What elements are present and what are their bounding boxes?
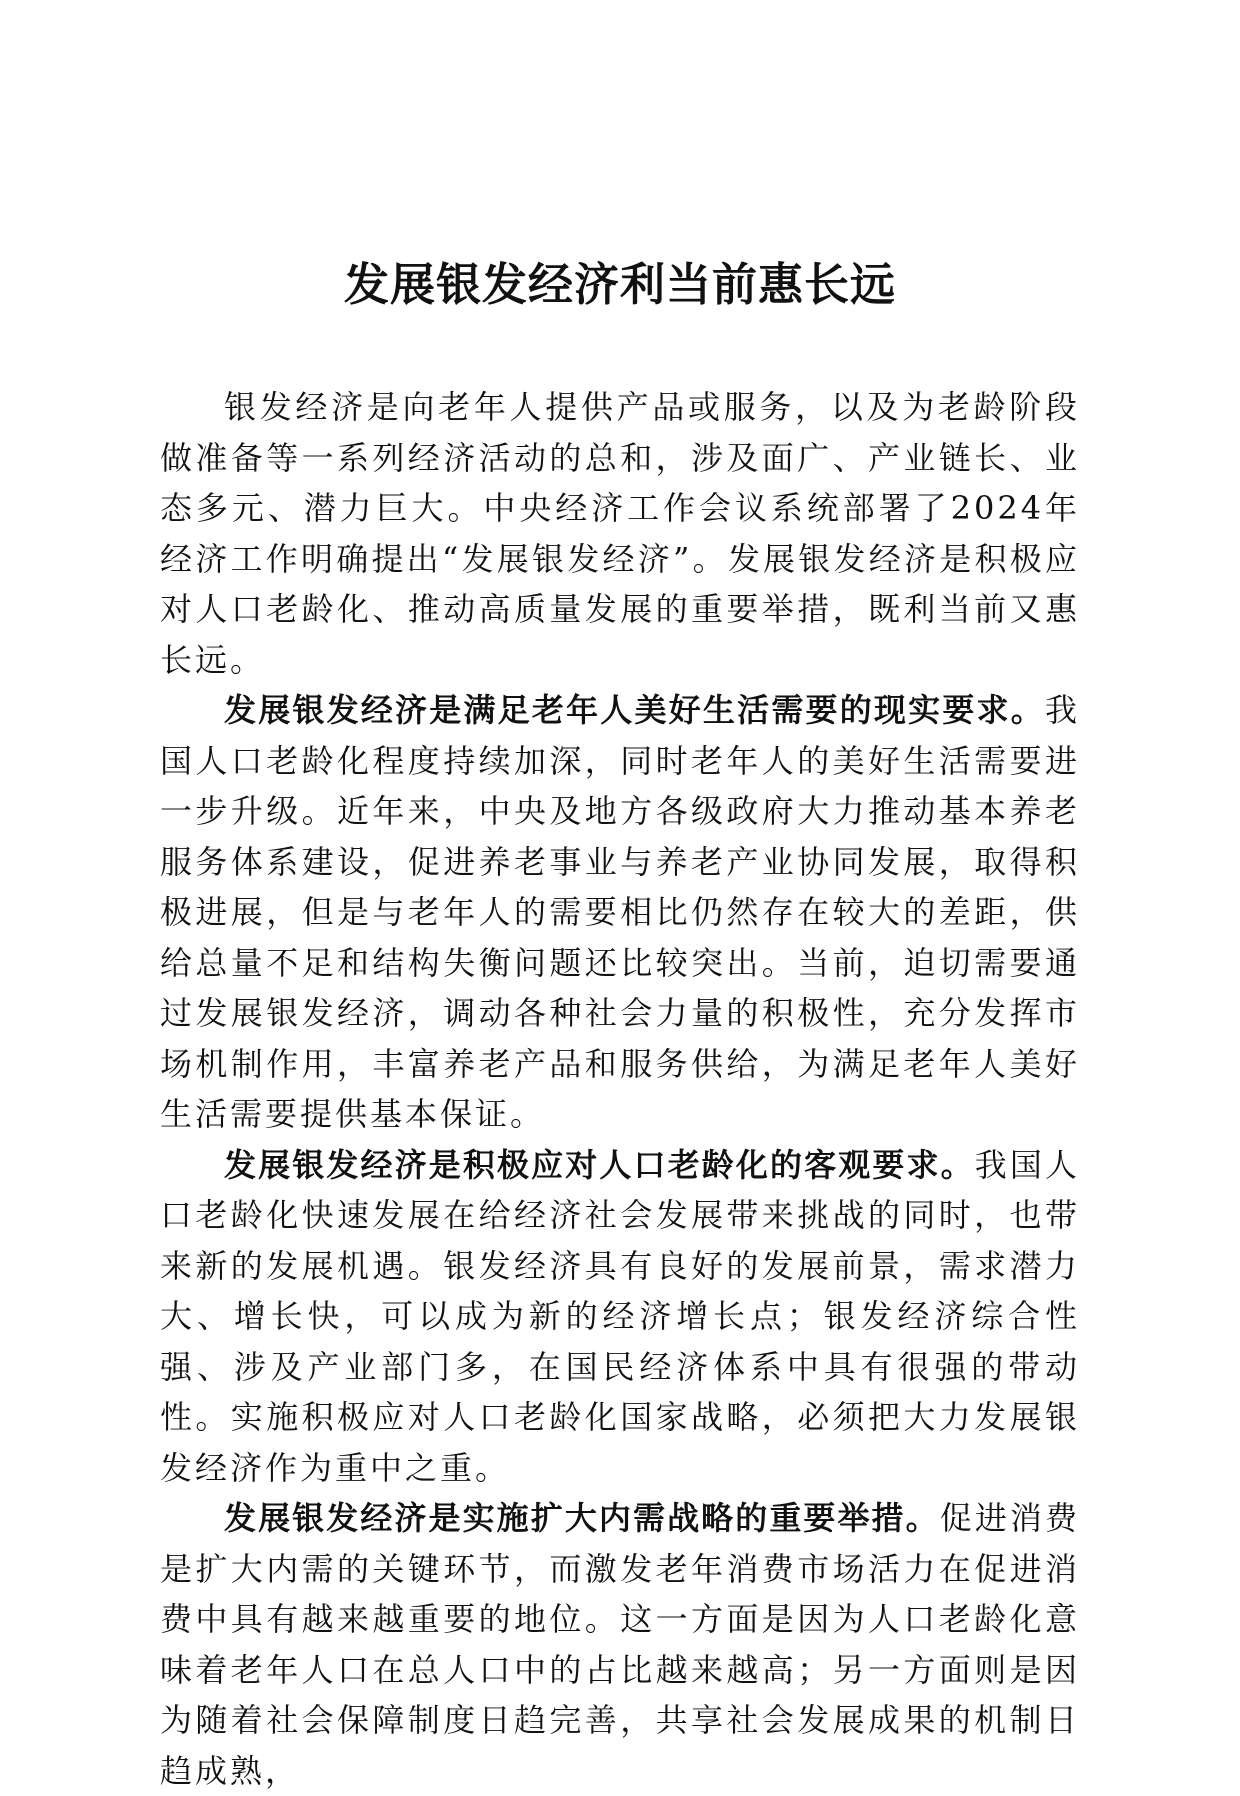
paragraph-domestic-demand [160, 1493, 1080, 1796]
paragraph-text: 促进消费是扩大内需的关键环节，而激发老年消费市场活力在促进消费中具有越来越重要的地位。这一方面是因为人口老龄化意味着老年人口在总人口中的占比越来越高；另一方面则是因为随着社会保障制度日趋完善，共享社会发展成果的机制日趋成熟， [160, 1499, 1080, 1790]
paragraph-population-aging [160, 1140, 1080, 1494]
document-body [160, 382, 1080, 1796]
paragraph-text: 银发经济是向老年人提供产品或服务，以及为老龄阶段做准备等一系列经济活动的总和，涉及面广、产业链长、业态多元、潜力巨大。中央经济工作会议系统部署了2024年经济工作明确提出“发展银发经济”。发展银发经济是积极应对人口老龄化、推动高质量发展的重要举措，既利当前又惠长远。 [160, 388, 1080, 679]
paragraph-lead: 发展银发经济是实施扩大内需战略的重要举措。 [224, 1499, 940, 1537]
paragraph-text: 我国人口老龄化快速发展在给经济社会发展带来挑战的同时，也带来新的发展机遇。银发经济具有良好的发展前景，需求潜力大、增长快，可以成为新的经济增长点；银发经济综合性强、涉及产业部门多，在国民经济体系中具有很强的带动性。实施积极应对人口老龄化国家战略，必须把大力发展银发经济作为重中之重。 [160, 1145, 1080, 1487]
paragraph-intro [160, 382, 1080, 685]
document-title: 发展银发经济利当前惠长远 [343, 258, 896, 311]
paragraph-lead: 发展银发经济是积极应对人口老龄化的客观要求。 [224, 1145, 975, 1184]
paragraph-elderly-needs [160, 685, 1080, 1140]
paragraph-lead: 发展银发经济是满足老年人美好生活需要的现实要求。 [224, 691, 1045, 729]
paragraph-text: 我国人口老龄化程度持续加深，同时老年人的美好生活需要进一步升级。近年来，中央及地方各级政府大力推动基本养老服务体系建设，促进养老事业与养老产业协同发展，取得积极进展，但是与老年人的需要相比仍然存在较大的差距，供给总量不足和结构失衡问题还比较突出。当前，迫切需要通过发展银发经济，调动各种社会力量的积极性，充分发挥市场机制作用，丰富养老产品和服务供给，为满足老年人美好生活需要提供基本保证。 [160, 691, 1080, 1133]
